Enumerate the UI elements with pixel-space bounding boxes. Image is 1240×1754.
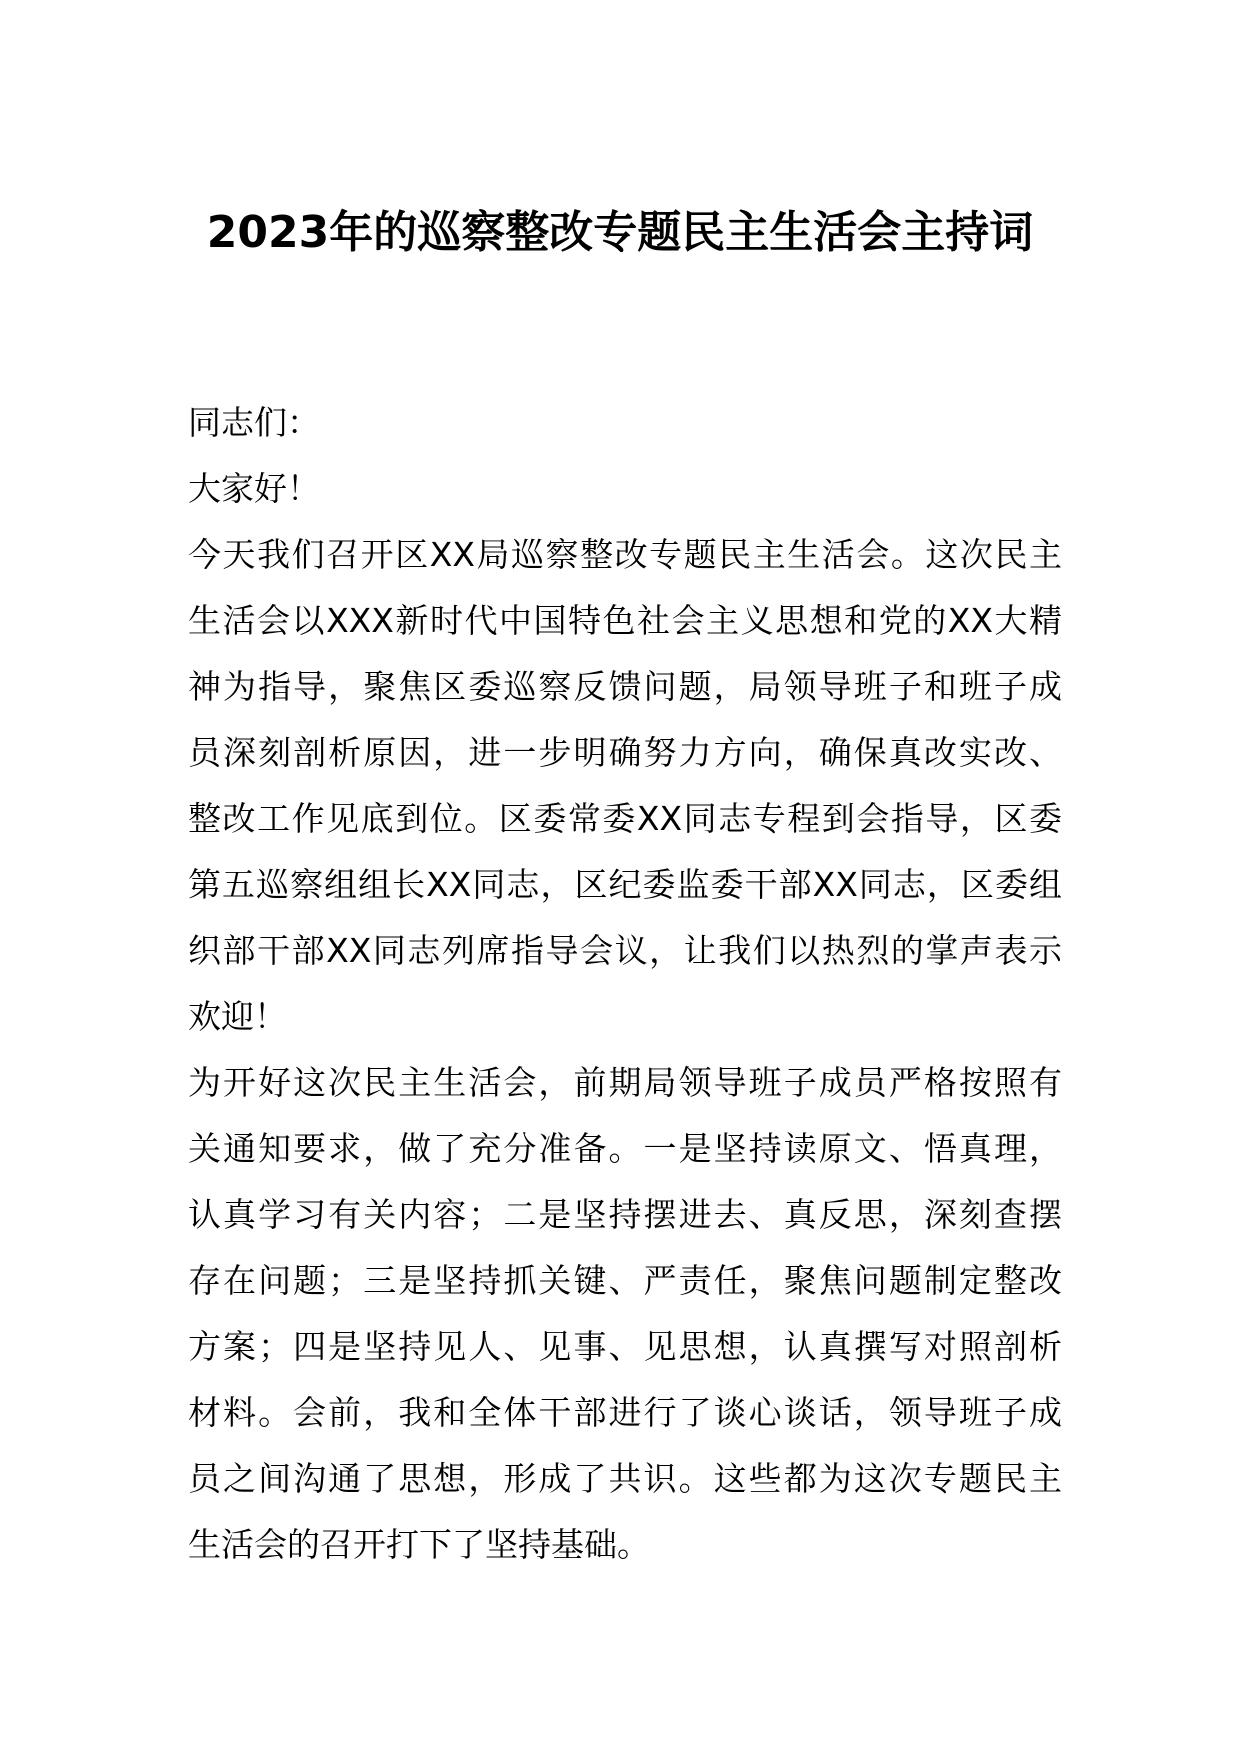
paragraph-line: 今天我们召开区XX局巡察整改专题民主生活会。这次民主 <box>188 535 1062 574</box>
paragraph-line: 第五巡察组组长XX同志，区纪委监委干部XX同志，区委组 <box>188 865 1062 904</box>
paragraph-2 <box>188 1050 1062 1578</box>
paragraph-line: 织部干部XX同志列席指导会议，让我们以热烈的掌声表示 <box>188 931 1062 970</box>
paragraph-line: 存在问题；三是坚持抓关键、严责任，聚焦问题制定整改 <box>188 1261 1062 1300</box>
salutation-line: 大家好！ <box>188 469 320 508</box>
paragraph-line: 整改工作见底到位。区委常委XX同志专程到会指导，区委 <box>188 799 1062 838</box>
paragraph-line: 神为指导，聚焦区委巡察反馈问题，局领导班子和班子成 <box>188 667 1062 706</box>
document-body <box>188 390 1062 1578</box>
paragraph-line: 员之间沟通了思想，形成了共识。这些都为这次专题民主 <box>188 1459 1062 1498</box>
greeting-line: 同志们： <box>188 403 320 442</box>
paragraph-line: 关通知要求，做了充分准备。一是坚持读原文、悟真理， <box>188 1129 1062 1168</box>
paragraph-1 <box>188 522 1062 1050</box>
paragraph-line: 欢迎！ <box>188 997 287 1036</box>
document-title: 2023年的巡察整改专题民主生活会主持词 <box>206 207 1034 258</box>
paragraph-line: 认真学习有关内容；二是坚持摆进去、真反思，深刻查摆 <box>188 1195 1062 1234</box>
paragraph-line: 为开好这次民主生活会，前期局领导班子成员严格按照有 <box>188 1063 1062 1102</box>
paragraph-line: 方案；四是坚持见人、见事、见思想，认真撰写对照剖析 <box>188 1327 1062 1366</box>
paragraph-line: 员深刻剖析原因，进一步明确努力方向，确保真改实改、 <box>188 733 1062 772</box>
paragraph-line: 材料。会前，我和全体干部进行了谈心谈话，领导班子成 <box>188 1393 1062 1432</box>
paragraph-line: 生活会以XXX新时代中国特色社会主义思想和党的XX大精 <box>188 601 1062 640</box>
paragraph-line: 生活会的召开打下了坚持基础。 <box>188 1525 650 1564</box>
